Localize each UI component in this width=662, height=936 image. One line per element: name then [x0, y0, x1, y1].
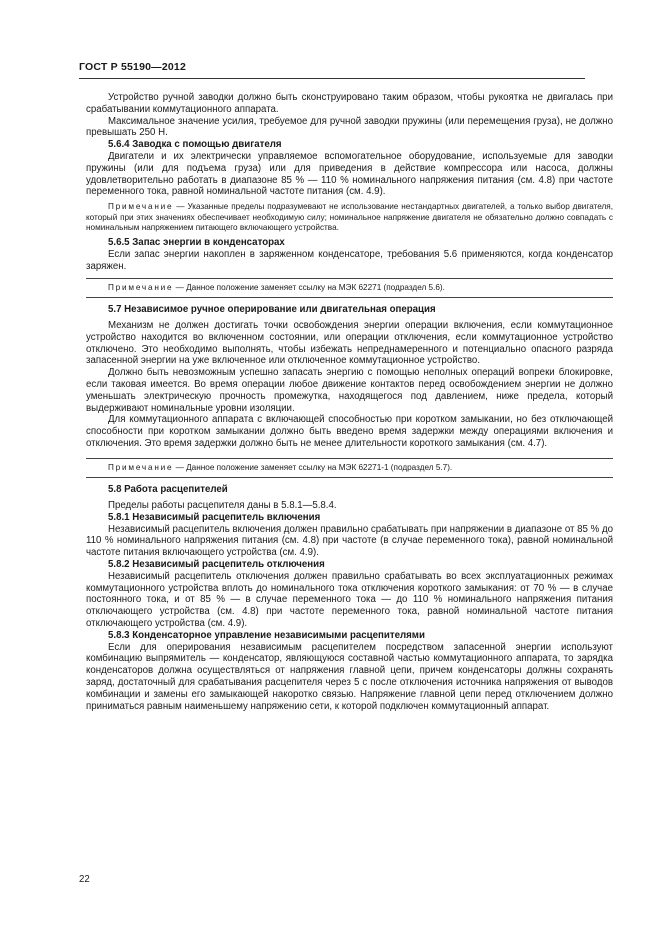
note-text: — Указанные пределы подразумевают не использование нестандартных двигателей, а только выбор двигателя, который при этих значениях обеспечивает необходимую силу; номинальное напряжение двигателя не обязательно должно совпадать с номинальным напряжением питающего включающего устройства.	[86, 202, 613, 232]
note-label: Примечание	[108, 202, 174, 212]
paragraph: Пределы работы расцепителя даны в 5.8.1—5.8.4.	[108, 499, 337, 511]
page-number: 22	[79, 874, 90, 885]
note-label: Примечание	[108, 462, 174, 472]
paragraph: Если для оперирования независимым расцепителем посредством запасенной энергии используют комбинацию выпрямитель — конденсатор, являющуюся составной частью коммутационного аппарата, то зарядка конденсаторов должна осуществляться от напряжения главной цепи, причем конденсаторы должны сохранять заряд, достаточный для срабатывания расцепителя через 5 с после отключения источника напряжения от выводов комбинации и замены его замыкающей накоротко связью. Напряжение главной цепи перед отключением должно приниматься равным наименьшему напряжению сети, к которой подключен коммутационный аппарат.	[86, 641, 613, 712]
paragraph: Должно быть невозможным успешно запасать энергию с помощью неполных операций вопреки блокировке, если таковая имеется. Во время операции любое движение контактов перед освобождением энергии не должно уменьшать электрическую прочность промежутка, находящегося под давлением, ниже предела, который выдерживают номинальные уровни изоляции.	[86, 367, 613, 414]
section-heading-5-6-4: 5.6.4 Заводка с помощью двигателя	[108, 139, 282, 151]
section-heading-5-6-5: 5.6.5 Запас энергии в конденсаторах	[108, 237, 285, 249]
section-heading-5-8-3: 5.8.3 Конденсаторное управление независимыми расцепителями	[108, 629, 425, 641]
note-text: — Данное положение заменяет ссылку на МЭК 62271-1 (подраздел 5.7).	[173, 462, 453, 472]
note-boxed	[86, 458, 613, 478]
note-label: Примечание	[108, 282, 174, 292]
note-boxed	[86, 278, 613, 298]
note-text: — Данное положение заменяет ссылку на МЭК 62271 (подраздел 5.6).	[173, 282, 445, 292]
paragraph: Устройство ручной заводки должно быть сконструировано таким образом, чтобы рукоятка не двигалась при срабатывании коммутационного аппарата.	[86, 92, 613, 115]
document-header: ГОСТ Р 55190—2012	[79, 61, 187, 73]
paragraph: Механизм не должен достигать точки освобождения энергии операции включения, если коммутационное устройство находится во включенном состоянии, или операции отключения, если коммутационное устройство отключено. Это необходимо выполнять, чтобы избежать непреднамеренного и потенциально опасного разряда запасенной энергии на уже включенное или отключенное коммутационное устройство.	[86, 319, 613, 367]
section-heading-5-8-1: 5.8.1 Независимый расцепитель включения	[108, 511, 321, 523]
paragraph: Независимый расцепитель отключения должен правильно срабатывать во всех эксплуатационных режимах коммутационного устройства вплоть до номинального тока отключения короткого замыкания: от 70 % — в случае постоянного тока, и от 85 % — в случае переменного тока — до 110 % номинального напряжения питания отключающего устройства (см. 4.8) при частоте переменного тока, равной номинальной частоте питания отключающего устройства (см. 4.9).	[86, 570, 613, 629]
paragraph: Независимый расцепитель включения должен правильно срабатывать при напряжении в диапазоне от 85 % до 110 % номинального напряжения питания (см. 4.8) при частоте (в случае переменного тока), равной номинальной частоте питания включающего устройства (см. 4.9).	[86, 523, 613, 559]
note	[86, 202, 613, 233]
section-heading-5-7: 5.7 Независимое ручное оперирование или двигательная операция	[108, 304, 436, 316]
section-heading-5-8: 5.8 Работа расцепителей	[108, 484, 228, 496]
paragraph: Максимальное значение усилия, требуемое для ручной заводки пружины (или перемещения груза), не должно превышать 250 Н.	[86, 115, 613, 139]
header-rule	[79, 78, 585, 79]
paragraph: Если запас энергии накоплен в заряженном конденсаторе, требования 5.6 применяются, когда конденсатор заряжен.	[86, 249, 613, 272]
document-body	[86, 92, 613, 712]
section-heading-5-8-2: 5.8.2 Независимый расцепитель отключения	[108, 558, 325, 570]
paragraph: Для коммутационного аппарата с включающей способностью при коротком замыкании, но без отключающей способности при коротком замыкании должно быть введено время задержки между операциями включения и отключения. Это время задержки должно быть не менее длительности короткого замыкания (см. 4.7).	[86, 414, 613, 449]
paragraph: Двигатели и их электрически управляемое вспомогательное оборудование, используемые для заводки пружины (или для подъема груза) или для приведения в действие компрессора или насоса, должны удовлетворительно работать в диапазоне 85 % — 110 % номинального напряжения питания (см. 4.8) при частоте переменного тока, равной номинальной частоте питания (см. 4.9).	[86, 150, 613, 198]
